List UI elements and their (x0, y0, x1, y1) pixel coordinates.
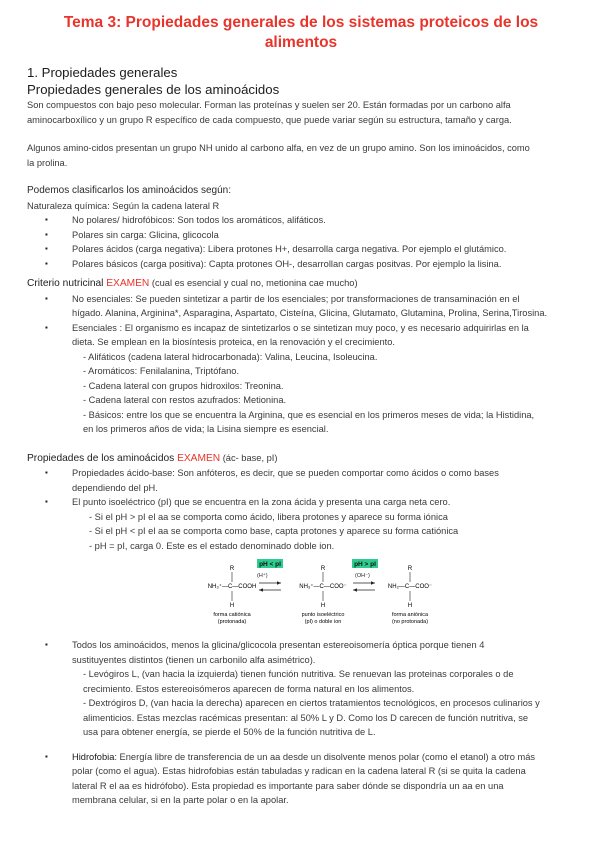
list-item: ▪ Hidrofobia: Energía libre de transferencia de un aa desde un disolvente menos polar (como el etanol) a otro más polar (como el agua). Estas hidrofobias están tabuladas y radican en la cadena lateral R (si se quita la cadena lateral R el aa es hidrófobo). Esta propiedad es importante para saber dónde se dispondría un aa en una membrana celular, si en la parte polar o en la apolar. (27, 750, 575, 808)
svg-text:pH < pI: pH < pI (259, 561, 281, 569)
list-item: ▪ Polares básicos (carga positiva): Capta protones OH-, desarrollan cargas positvas. Por ejemplo la lisina. (27, 257, 575, 272)
svg-text:H: H (407, 603, 413, 609)
svg-text:R: R (229, 566, 235, 572)
naturaleza-heading: Naturaleza química: Según la cadena lateral R (27, 200, 220, 211)
anion-structure (388, 566, 432, 625)
intro-line: aminocarboxílico y un grupo R específico de cada compuesto, que puede variar según su estructura, tamaño y carga. (27, 114, 512, 125)
svg-text:(pI) o doble ion: (pI) o doble ion (304, 619, 342, 625)
estereo-sub: usa para obtener energía, se pierde el 50% de la función nutritiva de L. (83, 727, 376, 737)
esenciales-sub: - Básicos: entre los que se encuentra la Arginina, que es esencial en los primeros meses de vida; la Histidina, (83, 409, 535, 420)
list-item: ▪ El punto isoeléctrico (pI) que se encuentra en la zona ácida y presenta una carga neta cero. (27, 495, 575, 510)
exam-label: EXAMEN (177, 452, 221, 464)
esenciales-sub: - Aromáticos: Fenilalanina, Triptófano. (83, 366, 240, 376)
esenciales-sub: - Cadena lateral con grupos hidroxilos: Treonina. (83, 380, 284, 391)
imino-line: Algunos amino-cidos presentan un grupo NH unido al carbono alfa, en vez de un grupo amino. Son los iminoácidos, como (27, 143, 530, 153)
classify-heading: Podemos clasificarlos los aminoácidos según: (27, 185, 231, 196)
exam-label: EXAMEN (106, 278, 150, 289)
propiedades-heading: Propiedades de los aminoácidos EXAMEN (ác- base, pI) (27, 452, 278, 464)
estereo-sub: crecimiento. Estos estereoisómeros aparecen de forma natural en los alimentos. (83, 683, 415, 694)
svg-text:(OH⁻): (OH⁻) (355, 573, 370, 579)
page-title: Tema 3: Propiedades generales de los sistemas proteicos de los alimentos (63, 14, 539, 51)
pi-sub: - Si el pH > pI el aa se comporta como ácido, libera protones y aparece su forma iónica (89, 511, 448, 522)
imino-line: la prolina. (27, 157, 68, 168)
svg-text:forma aniónica: forma aniónica (391, 612, 429, 618)
estereo-sub: - Levógiros L, (van hacia la izquierda) tienen función nutritiva. Se renuevan las proteinas corporales o de (83, 669, 514, 679)
svg-text:R: R (407, 566, 413, 572)
list-item: ▪ No polares/ hidrofóbicos: Son todos los aromáticos, alifáticos. (27, 213, 575, 228)
svg-text:H: H (229, 603, 235, 609)
svg-text:NH₂—C—COO⁻: NH₂—C—COO⁻ (387, 584, 433, 590)
hidrofobia-term: Hidrofobia (72, 751, 115, 762)
intro-line: Son compuestos con bajo peso molecular. Forman las proteínas y suelen ser 20. Están formadas por un carbono alfa (27, 100, 511, 110)
list-item: ▪ Propiedades ácido-base: Son anfóteros, es decir, que se pueden comportar como ácidos o como bases dependiendo del pH. (27, 466, 575, 495)
isoelectric-figure (205, 556, 455, 636)
list-item: ▪ Todos los aminoácidos, menos la glicina/glicocola presentan estereoisomería óptica porque tienen 4 sustituyentes distintos (tienen un carbonilo alfa asimétrico). (27, 638, 575, 667)
svg-text:punto isoeléctrico: punto isoeléctrico (301, 612, 345, 618)
estereo-sub: alimenticios. Estas mezclas racémicas presentan: al 50% L y D. Como los D carecen de función nutritiva, se (83, 712, 529, 723)
svg-text:pH > pI: pH > pI (354, 561, 376, 569)
pi-sub: - Si el pH < pI el aa se comporta como base, capta protones y aparece su forma catiónica (89, 526, 459, 536)
svg-text:R: R (320, 566, 326, 572)
criterio-heading: Criterio nutricinal EXAMEN (cual es esencial y cual no, metionina cae mucho) (27, 278, 358, 289)
zwitterion-structure (299, 566, 346, 625)
propiedades-list (27, 466, 575, 510)
svg-text:(protonada): (protonada) (217, 619, 247, 625)
section-heading: 1. Propiedades generales (27, 65, 178, 80)
isoelectric-diagram (205, 556, 455, 636)
criterio-list (27, 292, 575, 350)
svg-text:forma catiónica: forma catiónica (213, 612, 251, 618)
estereo-sub: - Dextrógiros D, (van hacia la derecha) aparecen en ciertos tratamientos tecnológicos, en procesos culinarios y (83, 698, 540, 708)
list-item: ▪ Polares ácidos (carga negativa): Libera protones H+, desarrolla carga negativa. Por ejemplo el glutámico. (27, 242, 575, 257)
list-item: ▪ Polares sin carga: Glicina, glicocola (27, 228, 575, 243)
hidrofobia-list (27, 750, 575, 808)
esenciales-sub: en los primeros años de vida; la Lisina siempre es esencial. (83, 424, 329, 434)
esenciales-sub: - Alifáticos (cadena lateral hidrocarbonada): Valina, Leucina, Isoleucina. (83, 351, 378, 362)
estereo-list (27, 638, 575, 667)
svg-text:H: H (320, 603, 326, 609)
svg-text:NH₃⁺—C—COOH: NH₃⁺—C—COOH (207, 584, 257, 590)
list-item: ▪ Esenciales : El organismo es incapaz de sintetizarlos o se sintetizan muy poco, y es necesario adquirirlas en la dieta. Se emplean en la biosíntesis proteica, en la renovación y el crecimiento. (27, 321, 575, 350)
pi-sub: - pH = pI, carga 0. Este es el estado denominado doble ion. (89, 540, 335, 551)
svg-text:(no protonada): (no protonada) (391, 619, 429, 625)
naturaleza-list (27, 213, 575, 271)
list-item: ▪ No esenciales: Se pueden sintetizar a partir de los esenciales; por transformaciones de transaminación en el hígado. Alanina, Arginina*, Asparagina, Aspartato, Cisteína, Glicina, Glutamato, Glutamina, Prolina, Serina,Tirosina. (27, 292, 575, 321)
subsection-heading: Propiedades generales de los aminoácidos (27, 82, 280, 97)
svg-text:NH₃⁺—C—COO⁻: NH₃⁺—C—COO⁻ (299, 584, 347, 590)
cation-structure (208, 566, 257, 625)
esenciales-sub: - Cadena lateral con restos azufrados: Metionina. (83, 395, 287, 405)
svg-text:(H⁺): (H⁺) (257, 573, 268, 579)
